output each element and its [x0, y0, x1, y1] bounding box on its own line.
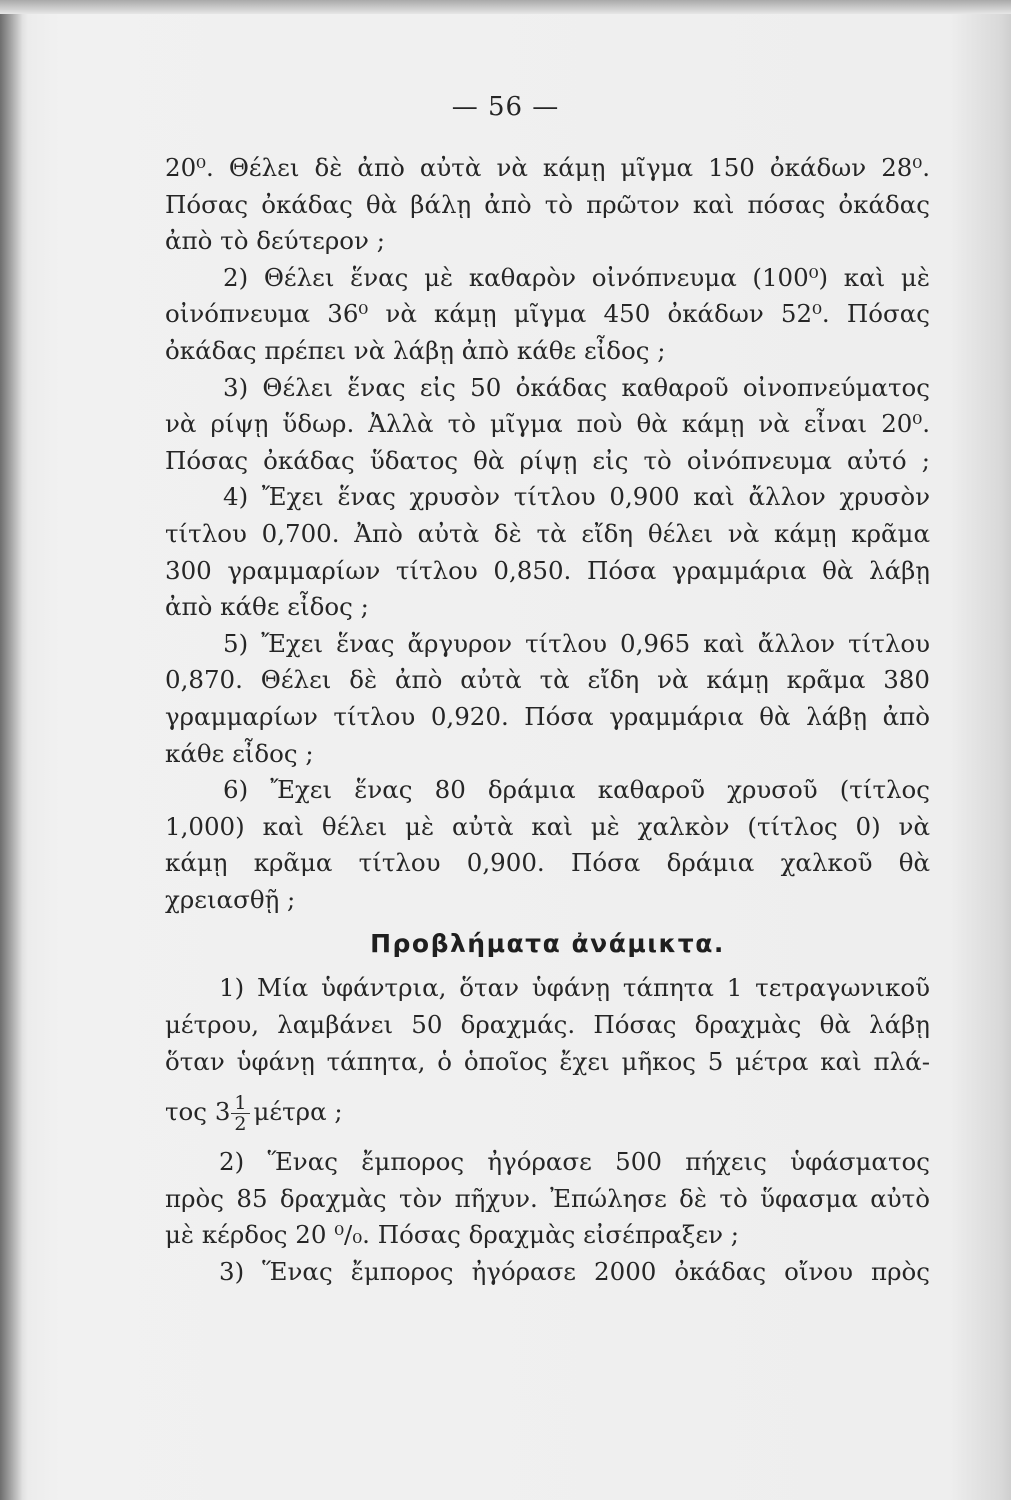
text-line: Πόσας ὀκάδας ὕδατος θὰ ρίψῃ εἰς τὸ οἰνόπνευμα αὐτό ; [165, 445, 930, 475]
text-line: ἀπὸ κάθε εἶδος ; [165, 592, 369, 622]
section-heading: Προβλήματα ἀνάμικτα. [370, 929, 725, 959]
text-line: Πόσας ὀκάδας θὰ βάλῃ ἀπὸ τὸ πρῶτον καὶ πόσας ὀκάδας [165, 189, 930, 219]
text-line: 1,000) καὶ θέλει μὲ αὐτὰ καὶ μὲ χαλκὸν (τίτλος 0) νὰ [165, 811, 930, 841]
mixed-problem-3-start: 3) Ἕνας ἔμπορος ἠγόρασε 2000 ὀκάδας οἴνου πρὸς [219, 1257, 930, 1287]
text-line: κάμῃ κρᾶμα τίτλου 0,900. Πόσα δράμια χαλκοῦ θὰ [165, 848, 930, 878]
text-line: ὅταν ὑφάνῃ τάπητα, ὁ ὁποῖος ἔχει μῆκος 5 μέτρα καὶ πλά- [165, 1046, 930, 1076]
text-line: γραμμαρίων τίτλου 0,920. Πόσα γραμμάρια θὰ λάβῃ ἀπὸ [165, 701, 930, 731]
mixed-problem-2-start: 2) Ἕνας ἔμπορος ἠγόρασε 500 πήχεις ὑφάσματος [219, 1147, 930, 1177]
problem-6-start: 6) Ἔχει ἕνας 80 δράμια καθαροῦ χρυσοῦ (τίτλος [223, 775, 930, 805]
text-line: μέτρου, λαμβάνει 50 δραχμάς. Πόσας δραχμὰς θὰ λάβῃ [165, 1010, 930, 1040]
fraction-prefix: τος 3 [165, 1097, 231, 1127]
problem-4-start: 4) Ἔχει ἕνας χρυσὸν τίτλου 0,900 καὶ ἄλλον χρυσὸν [223, 482, 930, 512]
fraction-suffix: μέτρα ; [253, 1097, 343, 1127]
fraction-numerator: 1 [231, 1093, 249, 1114]
text-line: 300 γραμμαρίων τίτλου 0,850. Πόσα γραμμάρια θὰ λάβῃ [165, 555, 930, 585]
problem-5-start: 5) Ἔχει ἕνας ἄργυρον τίτλου 0,965 καὶ ἄλλον τίτλου [223, 628, 930, 658]
mixed-problem-1-start: 1) Μία ὑφάντρια, ὅταν ὑφάνῃ τάπητα 1 τετραγωνικοῦ [219, 973, 930, 1003]
text-line: μὲ κέρδος 20 ⁰/₀. Πόσας δραχμὰς εἰσέπραξεν ; [165, 1220, 740, 1250]
text-line: τίτλου 0,700. Ἀπὸ αὐτὰ δὲ τὰ εἴδη θέλει νὰ κάμῃ κρᾶμα [165, 518, 930, 548]
page-body [165, 150, 930, 1291]
text-line: 20⁰. Θέλει δὲ ἀπὸ αὐτὰ νὰ κάμῃ μῖγμα 150 ὀκάδων 28⁰. [165, 153, 930, 182]
text-line: ὀκάδας πρέπει νὰ λάβῃ ἀπὸ κάθε εἶδος ; [165, 335, 666, 365]
text-line: νὰ ρίψῃ ὕδωρ. Ἀλλὰ τὸ μῖγμα ποὺ θὰ κάμῃ νὰ εἶναι 20⁰. [165, 409, 930, 439]
text-line: 0,870. Θέλει δὲ ἀπὸ αὐτὰ τὰ εἴδη νὰ κάμῃ κρᾶμα 380 [165, 665, 930, 695]
text-line: χρειασθῇ ; [165, 884, 296, 914]
text-line: οἰνόπνευμα 36⁰ νὰ κάμῃ μῖγμα 450 ὀκάδων 52⁰. Πόσας [165, 299, 930, 329]
book-spine-shadow [0, 0, 22, 1500]
mixed-fraction [231, 1093, 249, 1134]
problem-3-start: 3) Θέλει ἕνας εἰς 50 ὀκάδας καθαροῦ οἰνοπνεύματος [223, 372, 930, 402]
page-number: — 56 — [451, 92, 560, 122]
problem-2-start: 2) Θέλει ἕνας μὲ καθαρὸν οἰνόπνευμα (100⁰) καὶ μὲ [223, 262, 930, 292]
text-line: πρὸς 85 δραχμὰς τὸν πῆχυν. Ἐπώλησε δὲ τὸ ὕφασμα αὐτὸ [165, 1183, 930, 1213]
page-top-edge [0, 0, 1011, 14]
fraction-line [165, 1080, 930, 1144]
text-line: ἀπὸ τὸ δεύτερον ; [165, 226, 385, 256]
text-line: κάθε εἶδος ; [165, 738, 314, 768]
fraction-denominator: 2 [234, 1113, 247, 1136]
